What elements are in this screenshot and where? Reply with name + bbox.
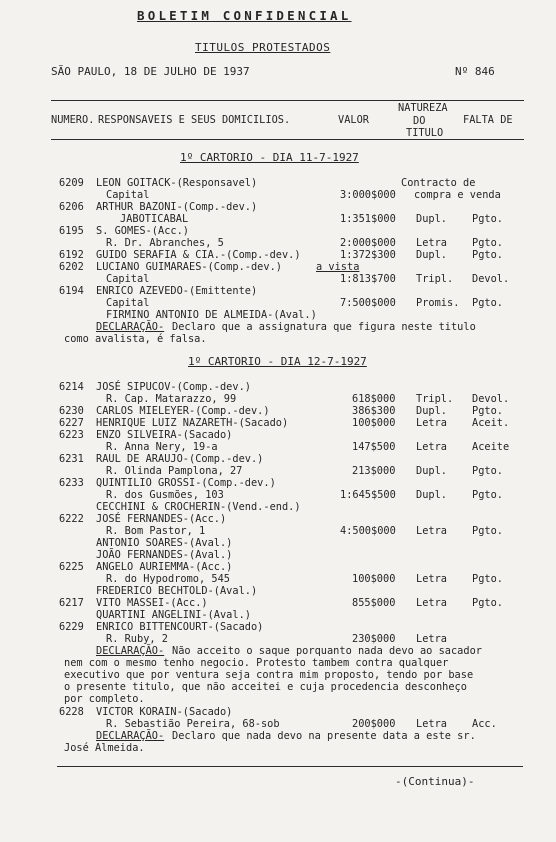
entry-address: R. Dr. Abranches, 5 (106, 237, 224, 249)
declaration-label: DECLARAÇÃO- (96, 730, 165, 742)
entry-name: GUIDO SERAFIA & CIA.-(Comp.-dev.) (96, 249, 301, 261)
entry-value: 100$000 (352, 417, 396, 429)
entry-reason: Devol. (472, 393, 510, 405)
entry-address: R. Sebastião Pereira, 68-sob (106, 718, 280, 730)
bulletin-subtitle: TITULOS PROTESTADOS (195, 41, 331, 54)
entry-reason: Pgto. (472, 249, 503, 261)
entry-address: Capital (106, 273, 150, 285)
entry-value: 855$000 (352, 597, 396, 609)
entry-reason: Devol. (472, 273, 510, 285)
entry-address: JABOTICABAL (120, 213, 189, 225)
entry-name: QUARTINI ANGELINI-(Aval.) (96, 609, 251, 621)
entry-number: 6227 (59, 417, 84, 429)
entry-value: 386$300 (352, 405, 396, 417)
place-date: SÃO PAULO, 18 DE JULHO DE 1937 (51, 65, 250, 78)
entry-number: 6217 (59, 597, 84, 609)
col-valor: VALOR (338, 114, 369, 126)
section2-heading: 1º CARTORIO - DIA 12-7-1927 (188, 355, 367, 368)
entry-name: HENRIQUE LUIZ NAZARETH-(Sacado) (96, 417, 289, 429)
entry-type: Dupl. (416, 405, 447, 417)
entry-name: FREDERICO BECHTOLD-(Aval.) (96, 585, 258, 597)
entry-value: 3:000$000 (340, 189, 396, 201)
entry-value: 1:351$000 (340, 213, 396, 225)
entry-reason: Pgto. (472, 465, 503, 477)
entry-type: Tripl. (416, 393, 454, 405)
entry-type: Contracto de (401, 177, 476, 189)
declaration-label: DECLARAÇÃO- (96, 321, 165, 333)
entry-reason: Pgto. (472, 405, 503, 417)
col-natureza-1: NATUREZA (398, 102, 448, 114)
entry-number: 6195 (59, 225, 84, 237)
section1-heading: 1º CARTORIO - DIA 11-7-1927 (180, 151, 359, 164)
entry-address: R. do Hypodromo, 545 (106, 573, 230, 585)
declaration-label: DECLARAÇÃO- (96, 645, 165, 657)
header-top-rule (51, 100, 524, 101)
entry-value: 213$000 (352, 465, 396, 477)
entry-reason: Pgto. (472, 573, 503, 585)
entry-address: R. Olinda Pamplona, 27 (106, 465, 243, 477)
entry-reason: Aceite (472, 441, 510, 453)
entry-reason: Pgto. (472, 297, 503, 309)
entry-name: VITO MASSEI-(Acc.) (96, 597, 208, 609)
entry-type: Dupl. (416, 249, 447, 261)
entry-value: 2:000$000 (340, 237, 396, 249)
entry-number: 6202 (59, 261, 84, 273)
entry-name: JOÃO FERNANDES-(Aval.) (96, 549, 233, 561)
aval-name: FIRMINO ANTONIO DE ALMEIDA-(Aval.) (106, 309, 317, 321)
entry-name: QUINTILIO GROSSI-(Comp.-dev.) (96, 477, 276, 489)
entry-type: Letra (416, 441, 447, 453)
entry-name: ENZO SILVEIRA-(Sacado) (96, 429, 233, 441)
entry-address: Capital (106, 297, 150, 309)
entry-value: 1:372$300 (340, 249, 396, 261)
entry-number: 6214 (59, 381, 84, 393)
col-falta: FALTA DE (463, 114, 513, 126)
entry-reason: Pgto. (472, 597, 503, 609)
entry-name: CECCHINI & CROCHERIN-(Vend.-end.) (96, 501, 301, 513)
entry-type: Tripl. (416, 273, 454, 285)
declaration-text: nem com o mesmo tenho negocio. Protesto tambem contra qualquer (64, 657, 449, 669)
declaration-text: José Almeida. (64, 742, 145, 754)
entry-number: 6223 (59, 429, 84, 441)
col-natureza-3: TITULO (406, 127, 444, 139)
entry-number: 6192 (59, 249, 84, 261)
declaration-text: como avalista, é falsa. (64, 333, 207, 345)
entry-address: R. Anna Nery, 19-a (106, 441, 218, 453)
entry-reason: Aceit. (472, 417, 510, 429)
declaration-text: o presente titulo, que não acceitei e cuja procedencia desconheço (64, 681, 467, 693)
entry-name: ENRICO BITTENCOURT-(Sacado) (96, 621, 264, 633)
entry-type: Dupl. (416, 489, 447, 501)
bulletin-number: Nº 846 (455, 65, 495, 78)
entry-number: 6194 (59, 285, 84, 297)
entry-name: JOSÉ FERNANDES-(Acc.) (96, 513, 227, 525)
entry-value: 200$000 (352, 718, 396, 730)
entry-type: Letra (416, 718, 447, 730)
declaration-text: executivo que por ventura seja contra mim proposto, tendo por base (64, 669, 474, 681)
entry-value: 4:500$000 (340, 525, 396, 537)
entry-reason: Pgto. (472, 237, 503, 249)
entry-address: Capital (106, 189, 150, 201)
declaration-text: Declaro que nada devo na presente data a este sr. (172, 730, 476, 742)
entry-note: a vista (316, 261, 360, 273)
entry-reason: Acc. (472, 718, 497, 730)
entry-name: VICTOR KORAIN-(Sacado) (96, 706, 233, 718)
entry-type: Letra (416, 525, 447, 537)
entry-type: Letra (416, 573, 447, 585)
entry-number: 6209 (59, 177, 84, 189)
entry-type: Dupl. (416, 465, 447, 477)
col-numero: NUMERO. (51, 114, 95, 126)
entry-number: 6230 (59, 405, 84, 417)
entry-name: LEON GOITACK-(Responsavel) (96, 177, 258, 189)
entry-name: ANGELO AURIEMMA-(Acc.) (96, 561, 233, 573)
entry-number: 6222 (59, 513, 84, 525)
entry-reason: Pgto. (472, 525, 503, 537)
entry-value: 147$500 (352, 441, 396, 453)
col-natureza-2: DO (413, 115, 426, 127)
continua-label: -(Continua)- (395, 775, 475, 788)
entry-type: Letra (416, 417, 447, 429)
entry-address: R. Ruby, 2 (106, 633, 168, 645)
entry-type: Letra (416, 633, 447, 645)
entry-address: R. dos Gusmões, 103 (106, 489, 224, 501)
entry-name: RAUL DE ARAUJO-(Comp.-dev.) (96, 453, 264, 465)
entry-name: ANTONIO SOARES-(Aval.) (96, 537, 233, 549)
header-bottom-rule (51, 139, 524, 140)
declaration-text: Não acceito o saque porquanto nada devo ao sacador (172, 645, 482, 657)
entry-name: LUCIANO GUIMARAES-(Comp.-dev.) (96, 261, 282, 273)
entry-address: R. Bom Pastor, 1 (106, 525, 206, 537)
entry-value: 7:500$000 (340, 297, 396, 309)
entry-name: S. GOMES-(Acc.) (96, 225, 189, 237)
bulletin-title: BOLETIM CONFIDENCIAL (137, 8, 352, 23)
entry-value: 100$000 (352, 573, 396, 585)
entry-address: R. Cap. Matarazzo, 99 (106, 393, 237, 405)
entry-number: 6206 (59, 201, 84, 213)
entry-number: 6229 (59, 621, 84, 633)
entry-value: 1:813$700 (340, 273, 396, 285)
entry-type: Promis. (416, 297, 460, 309)
entry-name: JOSÉ SIPUCOV-(Comp.-dev.) (96, 381, 251, 393)
entry-number: 6233 (59, 477, 84, 489)
entry-type: Letra (416, 237, 447, 249)
entry-type: Dupl. (416, 213, 447, 225)
entry-value: 1:645$500 (340, 489, 396, 501)
footer-rule (57, 766, 523, 767)
entry-name: ARTHUR BAZONI-(Comp.-dev.) (96, 201, 258, 213)
entry-value: 230$000 (352, 633, 396, 645)
entry-type: Letra (416, 597, 447, 609)
entry-number: 6228 (59, 706, 84, 718)
entry-value: 618$000 (352, 393, 396, 405)
entry-name: ENRICO AZEVEDO-(Emittente) (96, 285, 258, 297)
entry-name: CARLOS MIELEYER-(Comp.-dev.) (96, 405, 270, 417)
entry-type-cont: compra e venda (414, 189, 501, 201)
col-responsaveis: RESPONSAVEIS E SEUS DOMICILIOS. (98, 114, 291, 126)
entry-number: 6231 (59, 453, 84, 465)
entry-reason: Pgto. (472, 213, 503, 225)
declaration-text: Declaro que a assignatura que figura neste titulo (172, 321, 476, 333)
entry-reason: Pgto. (472, 489, 503, 501)
entry-number: 6225 (59, 561, 84, 573)
declaration-text: por completo. (64, 693, 145, 705)
